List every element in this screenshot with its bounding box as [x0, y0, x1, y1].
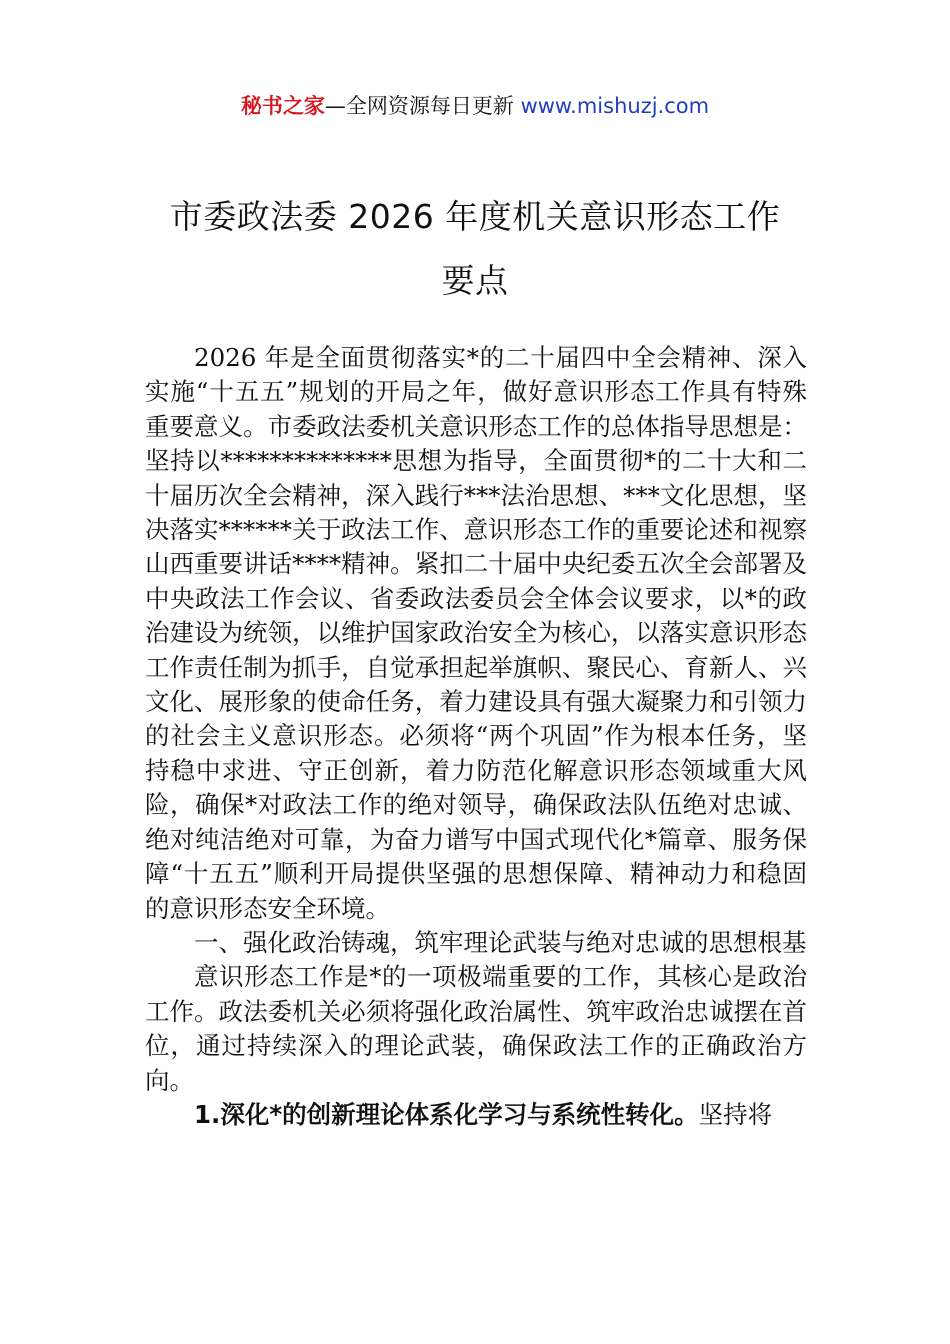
title-line-1: 市委政法委 2026 年度机关意识形态工作 — [169, 197, 781, 236]
item-1-paragraph — [145, 1098, 807, 1132]
item-1-lead: 1.深化*的创新理论体系化学习与系统性转化。 — [194, 1099, 699, 1129]
site-url-link[interactable]: www.mishuzj.com — [520, 94, 710, 118]
document-body — [145, 341, 807, 1132]
item-1-text: 坚持将 — [698, 1099, 773, 1129]
header-tagline: —全网资源每日更新 — [324, 94, 521, 118]
section-1-heading: 一、强化政治铸魂，筑牢理论武装与绝对忠诚的思想根基 — [194, 927, 807, 957]
intro-paragraph: 2026 年是全面贯彻落实*的二十届四中全会精神、深入实施“十五五”规划的开局之年，做好意识形态工作具有特殊重要意义。市委政法委机关意识形态工作的总体指导思想是：坚持以**************思想为指导，全面贯彻*的二十大和二十届历次全会精神，深入践行***法治思想、***文化思想，坚决落实******关于政法工作、意识形态工作的重要论述和视察山西重要讲话****精神。紧扣二十届中央纪委五次全会部署及中央政法工作会议、省委政法委员会全体会议要求，以*的政治建设为统领，以维护国家政治安全为核心，以落实意识形态工作责任制为抓手，自觉承担起举旗帜、聚民心、育新人、兴文化、展形象的使命任务，着力建设具有强大凝聚力和引领力的社会主义意识形态。必须将“两个巩固”作为根本任务，坚持稳中求进、守正创新，着力防范化解意识形态领域重大风险，确保*对政法工作的绝对领导，确保政法队伍绝对忠诚、绝对纯洁绝对可靠，为奋力谱写中国式现代化*篇章、服务保障“十五五”顺利开局提供坚强的思想保障、精神动力和稳固的意识形态安全环境。 — [145, 343, 807, 923]
section-1-paragraph: 意识形态工作是*的一项极端重要的工作，其核心是政治工作。政法委机关必须将强化政治属性、筑牢政治忠诚摆在首位，通过持续深入的理论武装，确保政法工作的正确政治方向。 — [145, 962, 807, 1095]
brand-name: 秘书之家 — [240, 94, 325, 118]
site-header — [0, 90, 950, 120]
title-line-2: 要点 — [441, 261, 509, 300]
document-title — [100, 185, 850, 313]
